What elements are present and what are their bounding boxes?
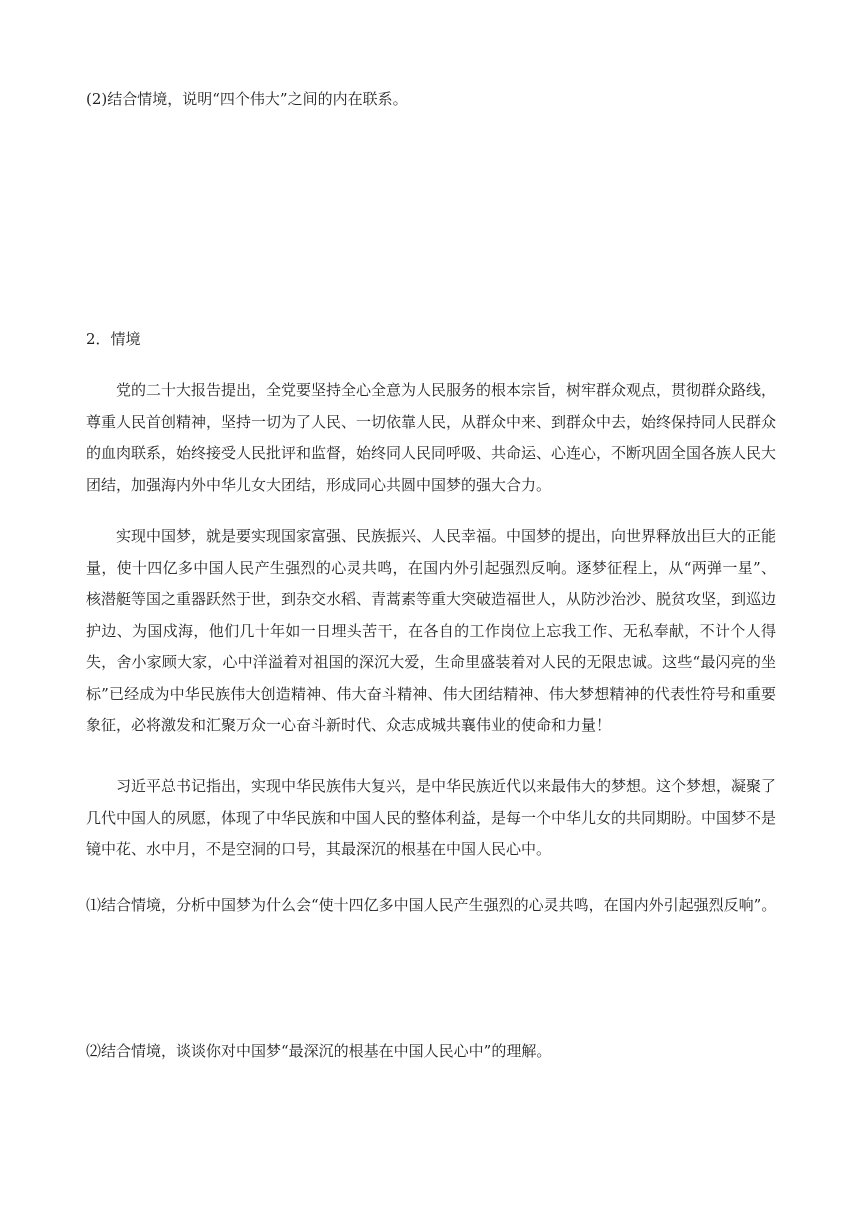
question-sub-1: ⑴结合情境，分析中国梦为什么会“使十四亿多中国人民产生强烈的心灵共鸣，在国内外引起强烈反响”。	[86, 896, 777, 914]
question-sub-2: ⑵结合情境，谈谈你对中国梦“最深沉的根基在中国人民心中”的理解。	[86, 1042, 552, 1060]
question-prev-sub-2: (2)结合情境，说明“四个伟大”之间的内在联系。	[86, 90, 408, 108]
context-paragraph-1: 党的二十大报告提出，全党要坚持全心全意为人民服务的根本宗旨，树牢群众观点，贯彻群众路线，尊重人民首创精神，坚持一切为了人民、一切依靠人民，从群众中来、到群众中去，始终保持同人民群众的血肉联系，始终接受人民批评和监督，始终同人民同呼吸、共命运、心连心，不断巩固全国各族人民大团结，加强海内外中华儿女大团结，形成同心共圆中国梦的强大合力。	[86, 381, 777, 494]
context-paragraph-2: 实现中国梦，就是要实现国家富强、民族振兴、人民幸福。中国梦的提出，向世界释放出巨大的正能量，使十四亿多中国人民产生强烈的心灵共鸣，在国内外引起强烈反响。逐梦征程上，从“两弹一星”、核潜艇等国之重器跃然于世，到杂交水稻、青蒿素等重大突破造福世人，从防沙治沙、脱贫攻坚，到巡边护边、为国戍海，他们几十年如一日埋头苦干，在各自的工作岗位上忘我工作、无私奉献，不计个人得失，舍小家顾大家，心中洋溢着对祖国的深沉大爱，生命里盛装着对人民的无限忠诚。这些“最闪亮的坐标”已经成为中华民族伟大创造精神、伟大奋斗精神、伟大团结精神、伟大梦想精神的代表性符号和重要象征，必将激发和汇聚万众一心奋斗新时代、众志成城共襄伟业的使命和力量！	[86, 527, 777, 734]
section-heading: 2．情境	[86, 330, 141, 348]
context-paragraph-3: 习近平总书记指出，实现中华民族伟大复兴，是中华民族近代以来最伟大的梦想。这个梦想，凝聚了几代中国人的夙愿，体现了中华民族和中国人民的整体利益，是每一个中华儿女的共同期盼。中国梦不是镜中花、水中月，不是空洞的口号，其最深沉的根基在中国人民心中。	[86, 777, 777, 858]
